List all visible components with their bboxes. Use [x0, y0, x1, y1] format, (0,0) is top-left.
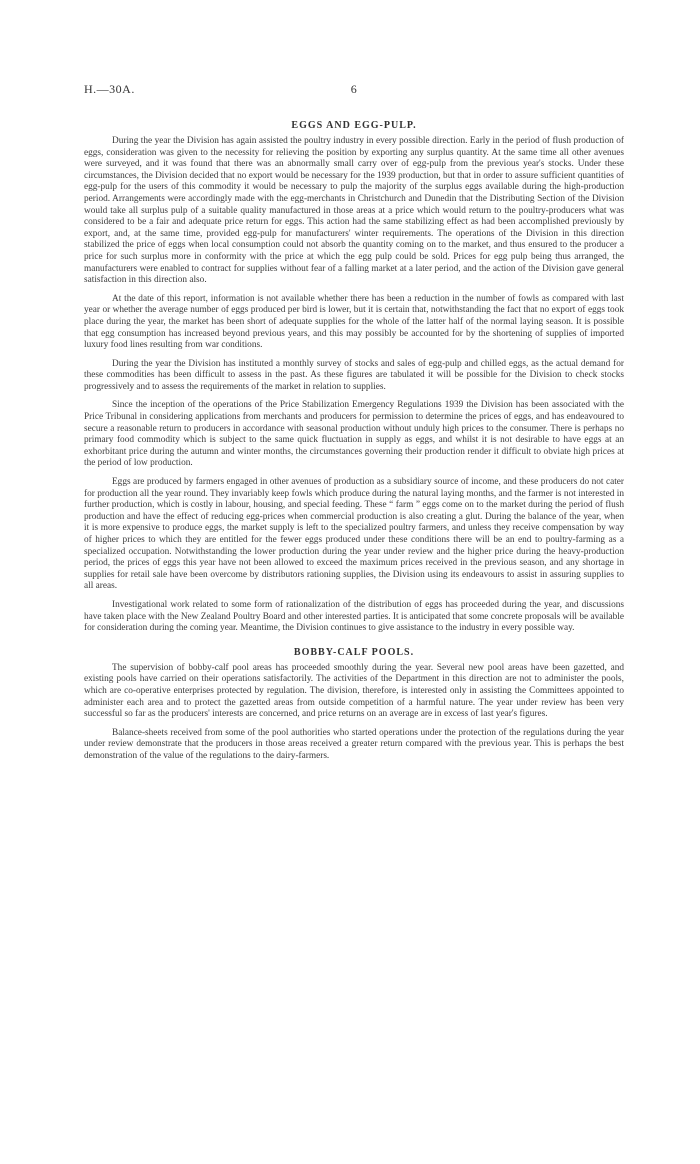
paragraph: At the date of this report, information is not available whether there has been a reduction in the number of fowls as compared with last year or whether the average number of eggs produced per bird is lower, but it is certain that, notwithstanding the fact that no export of eggs took place during the year, the market has been short of adequate supplies for the whole of the latter half of the normal laying season. It is possible that egg consumption has increased beyond previous years, and this may possibly be accounted for by the shortening of supplies of imported luxury food lines resulting from war conditions.	[84, 293, 624, 351]
page-reference: H.—30A.	[84, 82, 135, 96]
paragraph: Eggs are produced by farmers engaged in other avenues of production as a subsidiary source of income, and these producers do not cater for production all the year round. They invariably keep fowls which produce during the natural laying months, and the farmer is not interested in further production, which is costly in labour, housing, and special feeding. These “ farm ” eggs come on to the market during the period of flush production and have the effect of reducing egg-prices when commercial production is also creating a glut. During the balance of the year, when it is more expensive to produce eggs, the market supply is left to the specialized poultry farmers, and unless they receive compensation by way of higher prices to which they are entitled for the fewer eggs produced under these conditions there will be an end to poultry-farming as a specialized occupation. Notwithstanding the lower production during the year under review and the higher price during the heavy-production period, the prices of eggs this year have not been allowed to exceed the maximum prices received in the previous season, and any shortage in supplies for retail sale have been overcome by distributors rationing supplies, the Division using its endeavours to assist in assuring supplies to all areas.	[84, 477, 624, 592]
page-number: 6	[350, 82, 358, 96]
section-heading-eggs: EGGS AND EGG-PULP.	[291, 120, 417, 131]
document-page	[84, 82, 624, 770]
page-header	[84, 82, 624, 100]
paragraph: During the year the Division has again assisted the poultry industry in every possible direction. Early in the period of flush production of eggs, consideration was given to the necessity for relieving the position by exporting any surplus quantity. At the same time all other avenues were surveyed, and it was found that there was an abnormally small carry over of egg-pulp from the previous year's stocks. Under these circumstances, the Division decided that no export would be necessary for the 1939 production, but that in order to assure sufficient quantities of egg-pulp for the users of this commodity it would be necessary to pulp the majority of the surplus eggs available during the high-production period. Arrangements were accordingly made with the egg-merchants in Christchurch and Dunedin that the Distributing Section of the Division would take all surplus pulp of a suitable quality manufactured in those areas at a price which would return to the poultry-producers what was considered to be a fair and adequate price return for eggs. This action had the same stabilizing effect as had been accomplished previously by export, and, at the same time, provided egg-pulp for manufacturers' winter requirements. The operations of the Division in this direction stabilized the price of eggs when local consumption could not absorb the quantity coming on to the market, and thus ensured to the producer a price for such surplus more in conformity with the price at which the egg pulp could be sold. Prices for egg pulp being thus arranged, the manufacturers were enabled to contract for supplies without fear of a falling market at a later period, and the action of the Division gave general satisfaction in this direction also.	[84, 136, 624, 286]
paragraph: Balance-sheets received from some of the pool authorities who started operations under the protection of the regulations during the year under review demonstrate that the producers in those areas received a greater return compared with the previous year. This is perhaps the best demonstration of the value of the regulations to the dairy-farmers.	[84, 727, 624, 761]
section-heading-bobby-calf: BOBBY-CALF POOLS.	[293, 646, 415, 658]
paragraph: During the year the Division has instituted a monthly survey of stocks and sales of egg-pulp and chilled eggs, as the actual demand for these commodities has been difficult to assess in the past. As these figures are tabulated it will be possible for the Division to check stocks progressively and to assess the requirements of the market in relation to supplies.	[84, 358, 624, 392]
paragraph: Since the inception of the operations of the Price Stabilization Emergency Regulations 1939 the Division has been associated with the Price Tribunal in considering applications from merchants and producers for permission to determine the prices of eggs, and has endeavoured to secure a reasonable return to producers in accordance with seasonal production without unduly high prices to the consumer. There is perhaps no primary food commodity which is subject to the same quick fluctuation in supply as eggs, and whilst it is not desirable to have eggs at an exhorbitant price during the autumn and winter months, the circumstances governing their production render it difficult to obviate high prices at the period of low production.	[84, 400, 624, 469]
paragraph: The supervision of bobby-calf pool areas has proceeded smoothly during the year. Several new pool areas have been gazetted, and existing pools have carried on their operations satisfactorily. The activities of the Department in this direction are not to administer the pools, which are co-operative enterprises protected by regulation. The division, therefore, is interested only in assisting the Committees appointed to administer each area and to protect the gazetted areas from outside competition of a harmful nature. The year under review has been very successful so far as the producers' interests are concerned, and price returns on an average are in excess of last year's figures.	[84, 662, 624, 720]
paragraph: Investigational work related to some form of rationalization of the distribution of eggs has proceeded during the year, and discussions have taken place with the New Zealand Poultry Board and other interested parties. It is anticipated that some concrete proposals will be available for consideration during the coming year. Meantime, the Division continues to give assistance to the industry in every possible way.	[84, 599, 624, 634]
